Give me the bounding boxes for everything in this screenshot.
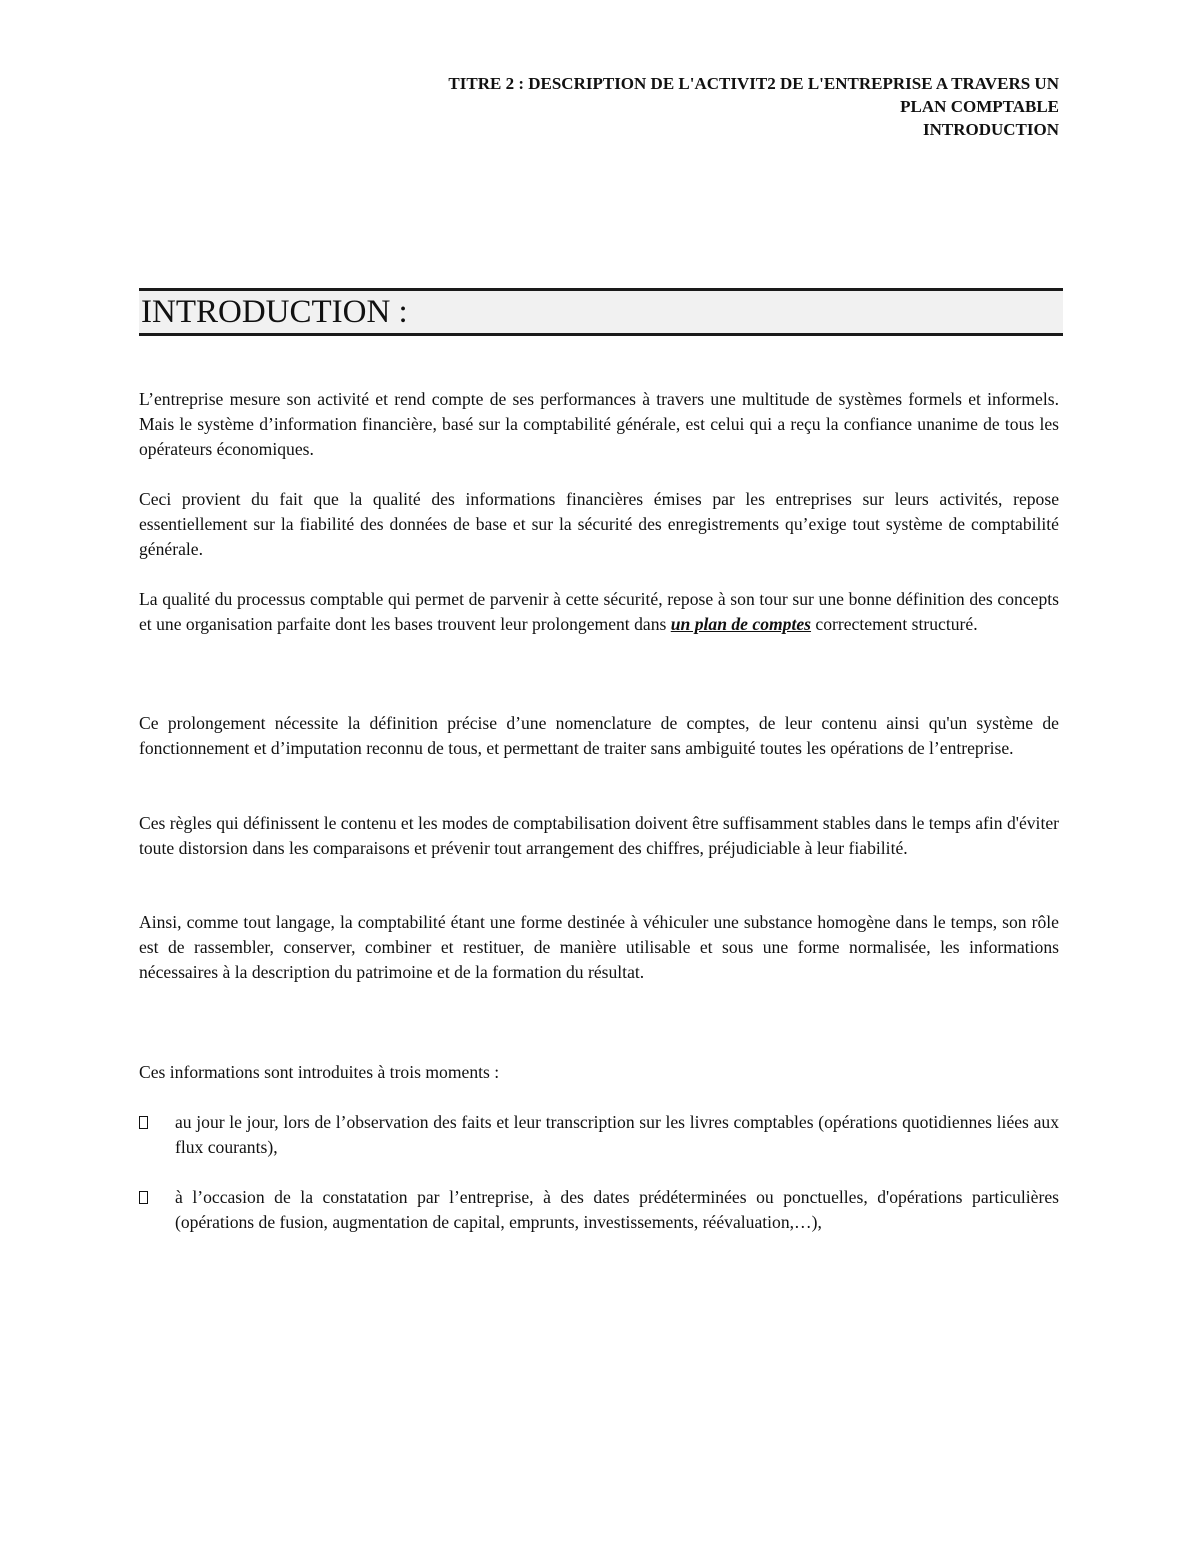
header-line-3: INTRODUCTION [922, 120, 1059, 139]
bullet-box-icon [139, 1191, 148, 1204]
paragraph-3-text-start: La qualité du processus comptable qui permet de parvenir à cette sécurité, repose à son tour sur une bonne définition des concepts et une organisation parfaite dont les bases trouvent leur prolongement dans [139, 589, 1059, 634]
bullet-item-2-text: à l’occasion de la constatation par l’entreprise, à des dates prédéterminées ou ponctuelles, d'opérations particulières (opérations de fusion, augmentation de capital, emprunts, investissements, réévaluation,…), [175, 1187, 1059, 1232]
paragraph-5: Ces règles qui définissent le contenu et les modes de comptabilisation doivent être suffisamment stables dans le temps afin d'éviter toute distorsion dans les comparaisons et prévenir tout arrangement des chiffres, préjudiciable à leur fiabilité. [139, 813, 1059, 858]
paragraph-3-text-end: correctement structuré. [811, 614, 978, 634]
document-header [299, 72, 1059, 141]
paragraph-4: Ce prolongement nécessite la définition précise d’une nomenclature de comptes, de leur contenu ainsi qu'un système de fonctionnement et d’imputation reconnu de tous, et permettant de traiter sans ambiguité toutes les opérations de l’entreprise. [139, 713, 1059, 758]
paragraph-7: Ces informations sont introduites à trois moments : [139, 1062, 500, 1082]
paragraph-3 [139, 587, 1059, 637]
paragraph-2: Ceci provient du fait que la qualité des informations financières émises par les entreprises sur leurs activités, repose essentiellement sur la fiabilité des données de base et sur la sécurité des enregistrements qu’exige tout système de comptabilité générale. [139, 489, 1059, 559]
paragraph-3-emphasis: un plan de comptes [670, 614, 812, 634]
paragraph-1: L’entreprise mesure son activité et rend compte de ses performances à travers une multitude de systèmes formels et informels. Mais le système d’information financière, basé sur la comptabilité générale, est celui qui a reçu la confiance unanime de tous les opérateurs économiques. [139, 389, 1059, 459]
header-line-1: TITRE 2 : DESCRIPTION DE L'ACTIVIT2 DE L'ENTREPRISE A TRAVERS UN [448, 74, 1059, 93]
paragraph-6: Ainsi, comme tout langage, la comptabilité étant une forme destinée à véhiculer une substance homogène dans le temps, son rôle est de rassembler, conserver, combiner et restituer, de manière utilisable et sous une forme normalisée, les informations nécessaires à la description du patrimoine et de la formation du résultat. [139, 912, 1059, 982]
header-line-2: PLAN COMPTABLE [900, 97, 1059, 116]
bullet-box-icon [139, 1116, 148, 1129]
bullet-item-1-text: au jour le jour, lors de l’observation des faits et leur transcription sur les livres comptables (opérations quotidiennes liées aux flux courants), [175, 1112, 1059, 1157]
section-heading: INTRODUCTION : [139, 288, 1063, 336]
